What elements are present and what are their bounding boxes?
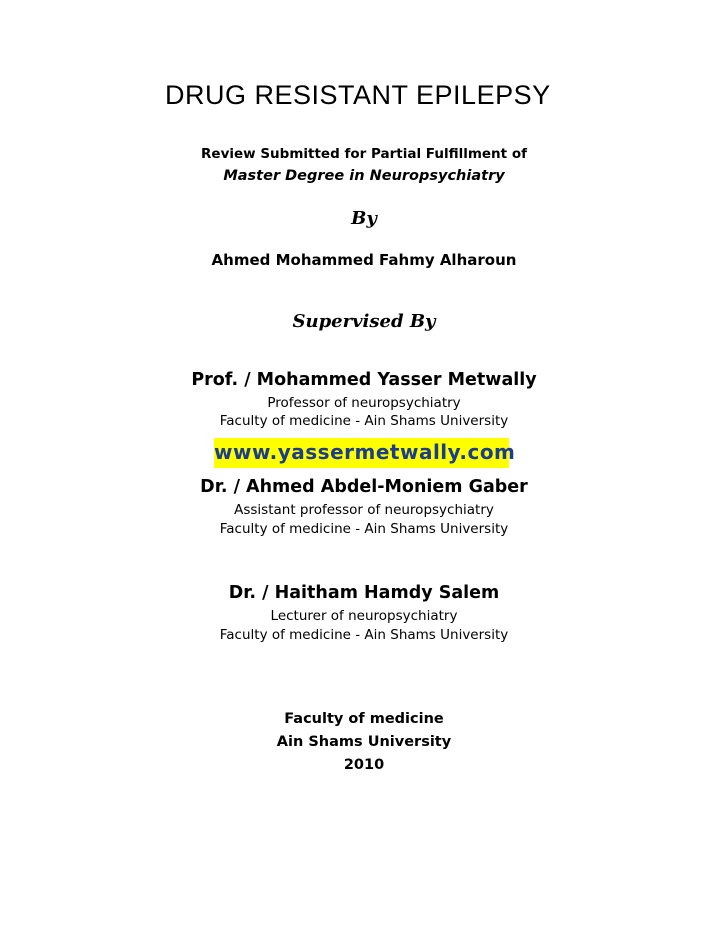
supervisor-3-affiliation: Faculty of medicine - Ain Shams University <box>219 627 509 643</box>
website-link[interactable]: www.yassermetwally.com <box>214 440 516 464</box>
supervisor-2-affiliation: Faculty of medicine - Ain Shams University <box>219 521 509 537</box>
supervisor-1-affiliation: Faculty of medicine - Ain Shams University <box>219 413 509 429</box>
supervisor-1-position: Professor of neuropsychiatry <box>267 395 461 411</box>
footer-year: 2010 <box>343 757 385 773</box>
footer-faculty: Faculty of medicine <box>284 711 444 727</box>
supervisor-2-name: Dr. / Ahmed Abdel-Moniem Gaber <box>200 477 528 497</box>
footer-university: Ain Shams University <box>276 734 452 750</box>
supervisor-3-position: Lecturer of neuropsychiatry <box>270 608 458 624</box>
submission-line: Review Submitted for Partial Fulfillment of <box>201 146 527 162</box>
by-label: By <box>351 208 377 229</box>
supervisor-3-name: Dr. / Haitham Hamdy Salem <box>228 583 500 603</box>
document-title: DRUG RESISTANT EPILEPSY <box>165 80 551 110</box>
supervisor-2-position: Assistant professor of neuropsychiatry <box>234 502 494 518</box>
supervised-by-label: Supervised By <box>292 311 436 332</box>
degree-line: Master Degree in Neuropsychiatry <box>223 168 505 184</box>
author-name: Ahmed Mohammed Fahmy Alharoun <box>211 251 517 269</box>
supervisor-1-name: Prof. / Mohammed Yasser Metwally <box>191 370 537 390</box>
